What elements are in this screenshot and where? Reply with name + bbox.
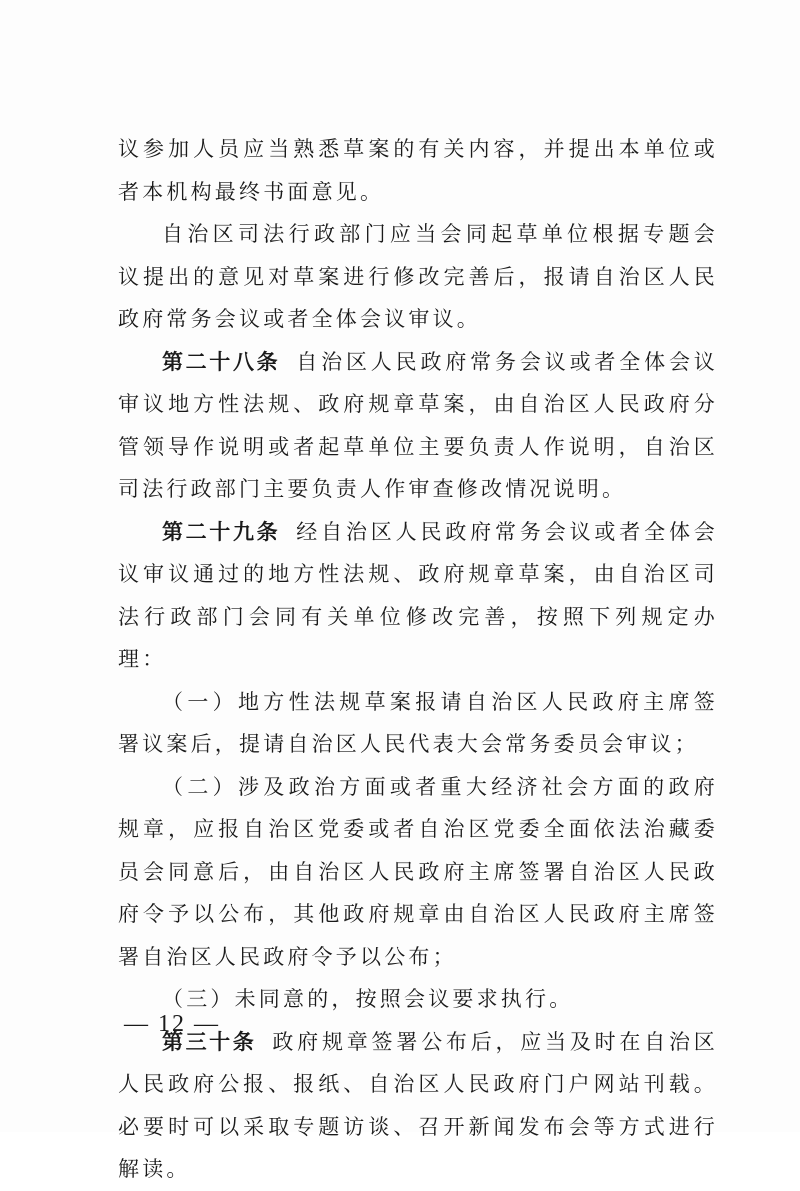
paragraph-text: 政府规章签署公布后，应当及时在自治区人民政府公报、报纸、自治区人民政府门户网站刊载。必要时可以采取专题访谈、召开新闻发布会等方式进行解读。 (118, 1029, 719, 1181)
article-heading: 第二十八条 (162, 348, 281, 374)
paragraph-text: 自治区司法行政部门应当会同起草单位根据专题会议提出的意见对草案进行修改完善后，报请自治区人民政府常务会议或者全体会议审议。 (118, 222, 718, 331)
paragraph-text: 议参加人员应当熟悉草案的有关内容，并提出本单位或者本机构最终书面意见。 (118, 137, 718, 204)
clause-2 (118, 766, 718, 979)
paragraph-text: （二）涉及政治方面或者重大经济社会方面的政府规章，应报自治区党委或者自治区党委全面依法治藏委员会同意后，由自治区人民政府主席签署自治区人民政府令予以公布，其他政府规章由自治区人民政府主席签署自治区人民政府令予以公布； (118, 774, 718, 969)
article-30 (118, 1021, 718, 1191)
page-number: — 12 — (124, 1011, 220, 1037)
article-29 (118, 511, 718, 681)
paragraph-text: 自治区人民政府常务会议或者全体会议审议地方性法规、政府规章草案，由自治区人民政府分管领导作说明或者起草单位主要负责人作说明，自治区司法行政部门主要负责人作审查修改情况说明。 (118, 349, 719, 501)
paragraph-text: 经自治区人民政府常务会议或者全体会议审议通过的地方性法规、政府规章草案，由自治区司法行政部门会同有关单位修改完善，按照下列规定办理： (118, 519, 719, 671)
article-28 (118, 341, 718, 511)
clause-1 (118, 681, 718, 766)
paragraph-text: （一）地方性法规草案报请自治区人民政府主席签署议案后，提请自治区人民代表大会常务委员会审议； (118, 689, 718, 756)
paragraph-2 (118, 213, 718, 341)
article-heading: 第二十九条 (162, 518, 281, 544)
paragraph-1 (118, 128, 718, 213)
article-heading: 第三十条 (162, 1028, 257, 1054)
paragraph-text: （三）未同意的，按照会议要求执行。 (162, 987, 574, 1011)
